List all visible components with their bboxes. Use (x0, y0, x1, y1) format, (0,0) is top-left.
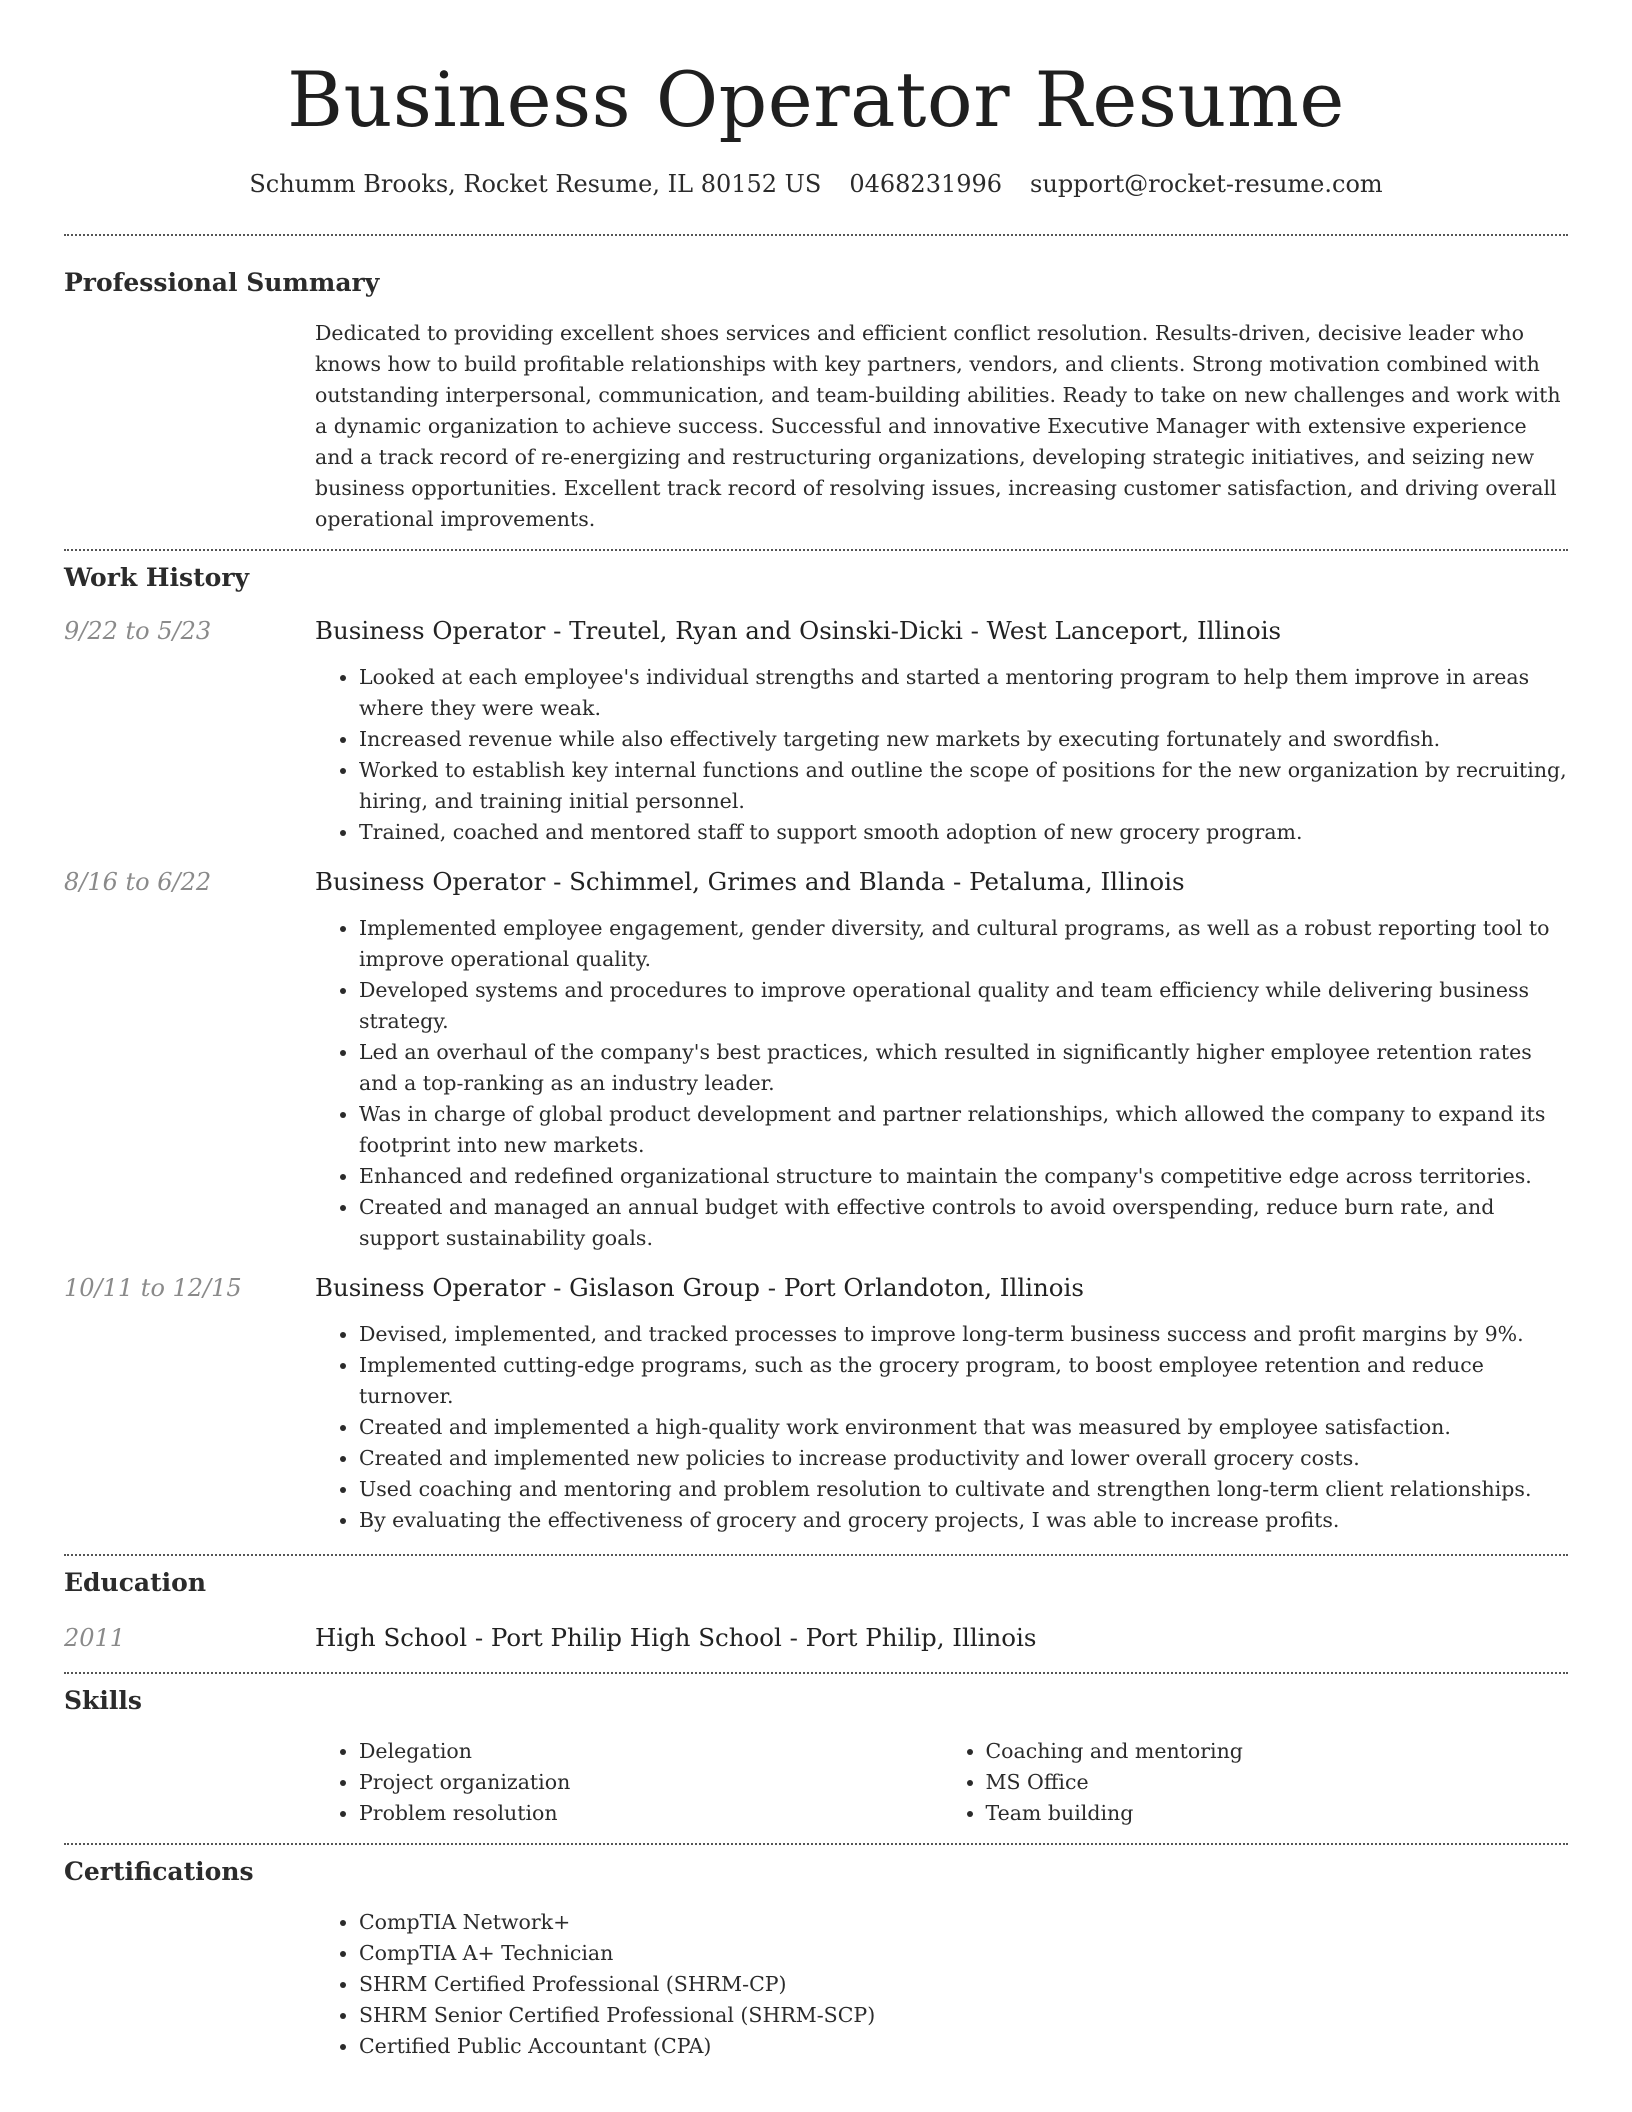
job-bullet: • Devised, implemented, and tracked processes to improve long-term business success and profit margins by 9%. (359, 1319, 1568, 1350)
job-bullet: • Was in charge of global product development and partner relationships, which allowed the company to expand its footprint into new markets. (359, 1099, 1568, 1161)
skill-item: • Project organization (359, 1767, 942, 1798)
skills-list-right (942, 1736, 1569, 1829)
summary-text: Dedicated to providing excellent shoes services and efficient conflict resolution. Results-driven, decisive leader who knows how to build profitable relationships with key partners, vendors, and clients. Strong motivation combined with outstanding interpersonal, communication, and team-building abilities. Ready to take on new challenges and work with a dynamic organization to achieve success. Successful and innovative Executive Manager with extensive experience and a track record of re-energizing and restructuring organizations, developing strategic initiatives, and seizing new business opportunities. Excellent track record of resolving issues, increasing customer satisfaction, and driving overall operational improvements. (315, 321, 1561, 531)
skill-item: • MS Office (986, 1767, 1569, 1798)
job-bullet: • Created and implemented a high-quality work environment that was measured by employee satisfaction. (359, 1412, 1568, 1443)
certification-item: • SHRM Certified Professional (SHRM-CP) (359, 1969, 1568, 2000)
job-bullet: • Developed systems and procedures to improve operational quality and team efficiency while delivering business strategy. (359, 975, 1568, 1037)
job-entry (64, 615, 1568, 848)
job-bullet: • Used coaching and mentoring and problem resolution to cultivate and strengthen long-term client relationships. (359, 1474, 1568, 1505)
contact-email: support@rocket-resume.com (1030, 170, 1383, 198)
job-bullet: • Enhanced and redefined organizational structure to maintain the company's competitive edge across territories. (359, 1161, 1568, 1192)
job-heading: Business Operator - Gislason Group - Port Orlandoton, Illinois (315, 1273, 1084, 1302)
contact-address: Schumm Brooks, Rocket Resume, IL 80152 US (249, 170, 822, 198)
job-bullet: • Implemented employee engagement, gender diversity, and cultural programs, as well as a robust reporting tool to improve operational quality. (359, 913, 1568, 975)
work-history-section (64, 551, 1568, 1536)
job-bullet: • Led an overhaul of the company's best practices, which resulted in significantly higher employee retention rates and a top-ranking as an industry leader. (359, 1037, 1568, 1099)
education-section (64, 1556, 1568, 1654)
summary-section (64, 236, 1568, 535)
job-heading: Business Operator - Treutel, Ryan and Osinski-Dicki - West Lanceport, Illinois (315, 616, 1282, 645)
certification-item: • CompTIA Network+ (359, 1907, 1568, 1938)
job-bullets (315, 913, 1568, 1254)
certifications-section (64, 1845, 1568, 2062)
job-bullets (315, 662, 1568, 848)
resume-title: Business Operator Resume (287, 55, 1345, 144)
job-bullet: • Increased revenue while also effectively targeting new markets by executing fortunately and swordfish. (359, 724, 1568, 755)
job-entry (64, 866, 1568, 1254)
job-bullet: • Looked at each employee's individual strengths and started a mentoring program to help them improve in areas where they were weak. (359, 662, 1568, 724)
job-bullet: • By evaluating the effectiveness of grocery and grocery projects, I was able to increase profits. (359, 1505, 1568, 1536)
certification-item: • CompTIA A+ Technician (359, 1938, 1568, 1969)
skill-item: • Team building (986, 1798, 1569, 1829)
contact-phone: 0468231996 (849, 170, 1003, 198)
job-dates: 9/22 to 5/23 (64, 617, 212, 645)
job-dates: 8/16 to 6/22 (64, 868, 212, 896)
certification-item: • SHRM Senior Certified Professional (SHRM-SCP) (359, 2000, 1568, 2031)
skills-section (64, 1674, 1568, 1829)
job-bullet: • Created and managed an annual budget with effective controls to avoid overspending, reduce burn rate, and support sustainability goals. (359, 1192, 1568, 1254)
skill-item: • Coaching and mentoring (986, 1736, 1569, 1767)
skills-heading: Skills (64, 1686, 142, 1715)
job-heading: Business Operator - Schimmel, Grimes and Blanda - Petaluma, Illinois (315, 867, 1185, 896)
skill-item: • Problem resolution (359, 1798, 942, 1829)
job-bullet: • Trained, coached and mentored staff to support smooth adoption of new grocery program. (359, 817, 1568, 848)
certification-item: • Certified Public Accountant (CPA) (359, 2031, 1568, 2062)
skills-list-left (315, 1736, 942, 1829)
job-bullet: • Implemented cutting-edge programs, such as the grocery program, to boost employee retention and reduce turnover. (359, 1350, 1568, 1412)
work-history-heading: Work History (64, 563, 250, 592)
certifications-list (315, 1907, 1568, 2062)
certifications-heading: Certifications (64, 1857, 254, 1886)
job-entry (64, 1272, 1568, 1536)
job-bullets (315, 1319, 1568, 1536)
education-year: 2011 (64, 1624, 126, 1652)
contact-line (64, 168, 1568, 200)
summary-heading: Professional Summary (64, 268, 380, 297)
job-bullet: • Worked to establish key internal functions and outline the scope of positions for the new organization by recruiting, hiring, and training initial personnel. (359, 755, 1568, 817)
job-dates: 10/11 to 12/15 (64, 1274, 242, 1302)
skill-item: • Delegation (359, 1736, 942, 1767)
education-heading-line: High School - Port Philip High School - Port Philip, Illinois (315, 1623, 1037, 1652)
job-bullet: • Created and implemented new policies to increase productivity and lower overall grocery costs. (359, 1443, 1568, 1474)
education-heading: Education (64, 1568, 207, 1597)
